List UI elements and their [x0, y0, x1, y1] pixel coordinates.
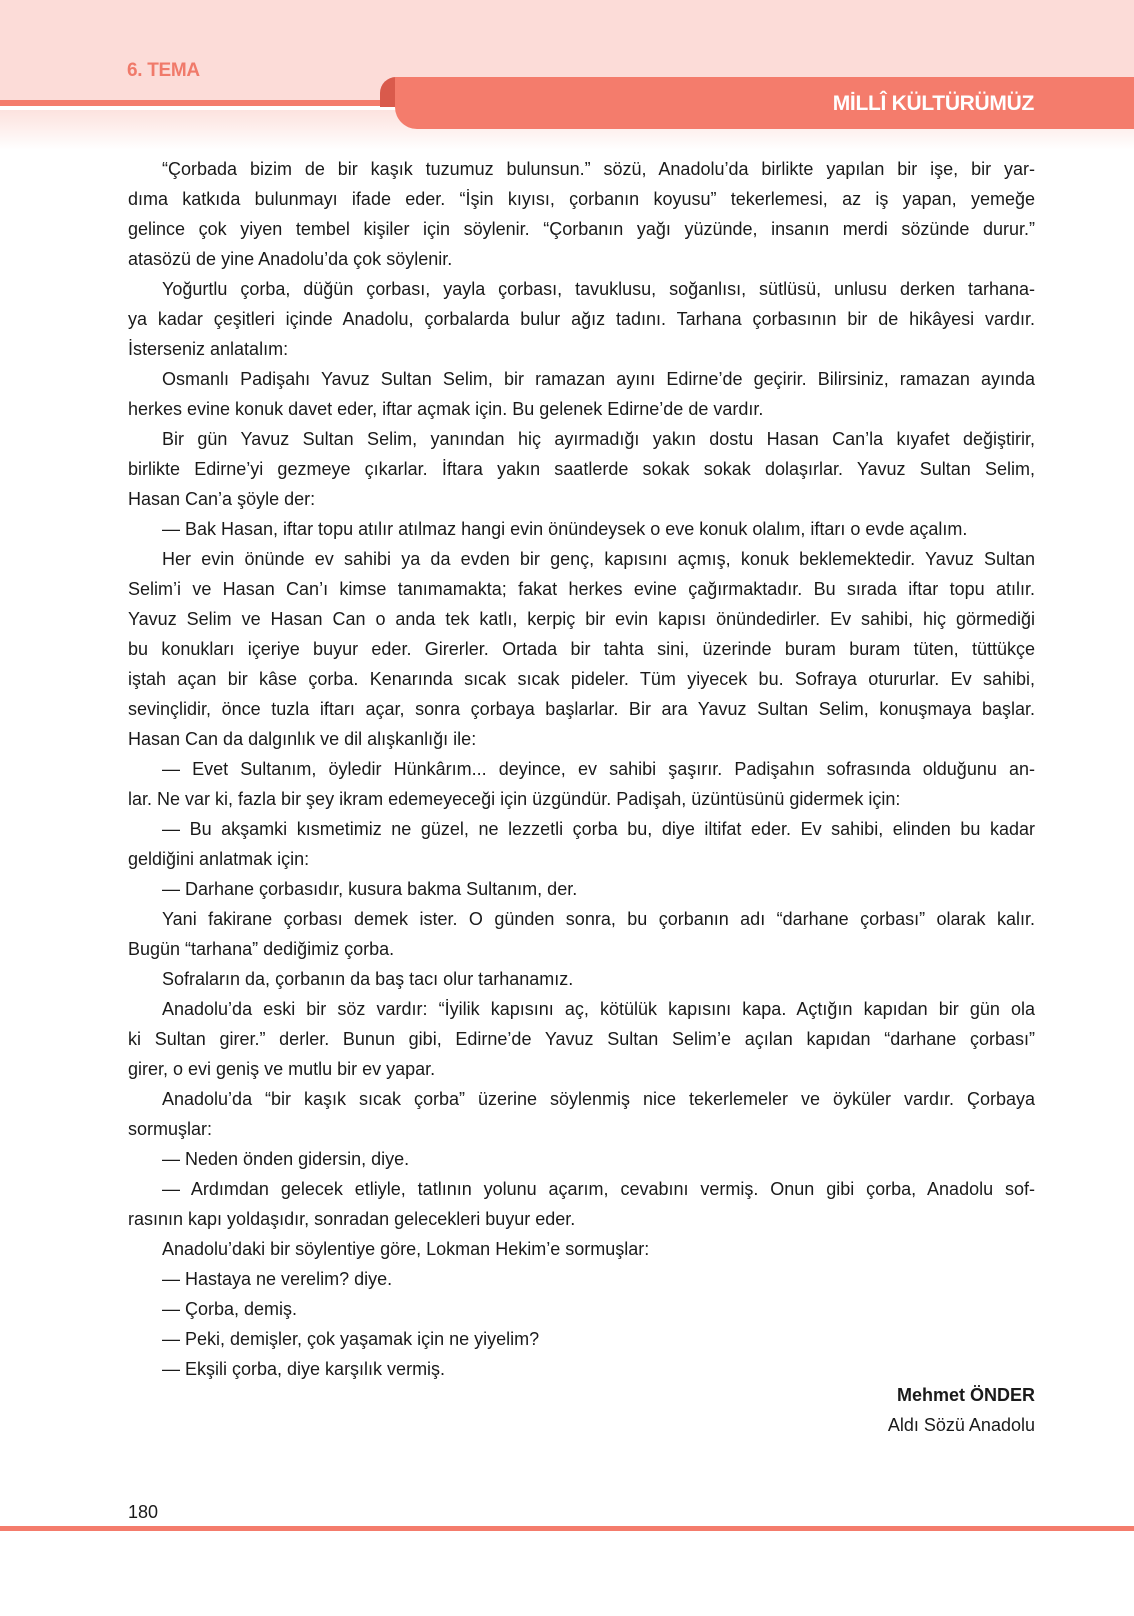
text-line: — Hastaya ne verelim? diye.	[162, 1269, 393, 1289]
paragraph	[128, 904, 1035, 964]
paragraph	[128, 274, 1035, 364]
text-line: ki Sultan girer.” derler. Bunun gibi, Edirne’de Yavuz Sultan Selim’e açılan kapıdan “darhane çorbası”	[128, 1029, 1035, 1049]
footer-rule	[0, 1526, 1134, 1531]
text-line: İsterseniz anlatalım:	[128, 339, 289, 359]
text-line: — Peki, demişler, çok yaşamak için ne yiyelim?	[162, 1329, 540, 1349]
text-line: Her evin önünde ev sahibi ya da evden bir genç, kapısını açmış, konuk beklemektedir. Yavuz Sultan	[162, 549, 1035, 569]
text-line: Anadolu’da “bir kaşık sıcak çorba” üzerine söylenmiş nice tekerlemeler ve öyküler vardır. Çorbaya	[162, 1089, 1035, 1109]
text-line: Bugün “tarhana” dediğimiz çorba.	[128, 939, 395, 959]
text-line: Hasan Can’a şöyle der:	[128, 489, 316, 509]
text-line: — Darhane çorbasıdır, kusura bakma Sultanım, der.	[162, 879, 578, 899]
text-line: sevinçlidir, önce tuzla iftarı açar, sonra çorbaya başlarlar. Bir ara Yavuz Sultan Selim, konuşmaya başlar.	[128, 699, 1035, 719]
paragraph	[128, 544, 1035, 754]
text-line: gelince çok yiyen tembel kişiler için söylenir. “Çorbanın yağı yüzünde, insanın merdi sözünde durur.”	[128, 219, 1035, 239]
text-line: — Evet Sultanım, öyledir Hünkârım... deyince, ev sahibi şaşırır. Padişahın sofrasında olduğunu an-	[162, 759, 1035, 779]
paragraph	[128, 1294, 1035, 1324]
paragraph	[128, 754, 1035, 814]
text-line: Yani fakirane çorbası demek ister. O günden sonra, bu çorbanın adı “darhane çorbası” olarak kalır.	[162, 909, 1035, 929]
text-line: rasının kapı yoldaşıdır, sonradan gelecekleri buyur eder.	[128, 1209, 576, 1229]
paragraph	[128, 994, 1035, 1084]
text-line: sormuşlar:	[128, 1119, 213, 1139]
text-line: Hasan Can da dalgınlık ve dil alışkanlığı ile:	[128, 729, 477, 749]
text-line: bu konukları içeriye buyur eder. Girerler. Ortada bir tahta sini, üzerinde buram buram tüten, tüttükçe	[128, 639, 1035, 659]
text-line: — Çorba, demiş.	[162, 1299, 298, 1319]
text-line: Anadolu’da eski bir söz vardır: “İyilik kapısını aç, kötülük kapısını kapa. Açtığın kapıdan bir gün ola	[162, 999, 1035, 1019]
text-line: Yavuz Selim ve Hasan Can o anda tek katlı, kerpiç bir evin kapısı önündedirler. Ev sahibi, hiç görmediği	[128, 609, 1035, 629]
paragraph	[128, 154, 1035, 274]
text-line: dıma katkıda bulunmayı ifade eder. “İşin kıyısı, çorbanın koyusu” tekerlemesi, az iş yapan, yemeğe	[128, 189, 1035, 209]
paragraph	[128, 1174, 1035, 1234]
paragraph	[128, 814, 1035, 874]
text-line: — Ekşili çorba, diye karşılık vermiş.	[162, 1359, 446, 1379]
text-line: geldiğini anlatmak için:	[128, 849, 310, 869]
paragraph	[128, 514, 1035, 544]
paragraph	[128, 1324, 1035, 1354]
author-name: Mehmet ÖNDER	[896, 1385, 1035, 1405]
header-rule-gap	[0, 106, 420, 110]
paragraph	[128, 1264, 1035, 1294]
text-line: Sofraların da, çorbanın da baş tacı olur tarhanamız.	[162, 969, 574, 989]
text-line: — Neden önden gidersin, diye.	[162, 1149, 410, 1169]
text-line: iştah açan bir kâse çorba. Kenarında sıcak sıcak pideler. Tüm yiyecek bu. Sofraya otururlar. Ev sahibi,	[128, 669, 1035, 689]
text-line: herkes evine konuk davet eder, iftar açmak için. Bu gelenek Edirne’de de vardır.	[128, 399, 764, 419]
article-body	[128, 154, 1035, 1384]
theme-label: 6. TEMA	[127, 60, 200, 81]
text-line: atasözü de yine Anadolu’da çok söylenir.	[128, 249, 453, 269]
text-line: birlikte Edirne’yi gezmeye çıkarlar. İftara yakın saatlerde sokak sokak dolaşırlar. Yavuz Sultan Selim,	[128, 459, 1035, 479]
text-line: Anadolu’daki bir söylentiye göre, Lokman Hekim’e sormuşlar:	[162, 1239, 650, 1259]
text-line: — Bu akşamki kısmetimiz ne güzel, ne lezzetli çorba bu, diye iltifat eder. Ev sahibi, elinden bu kadar	[162, 819, 1035, 839]
text-line: ya kadar çeşitleri içinde Anadolu, çorbalarda bulur ağız tadını. Tarhana çorbasının bir de hikâyesi vardır.	[128, 309, 1035, 329]
text-line: Bir gün Yavuz Sultan Selim, yanından hiç ayırmadığı yakın dostu Hasan Can’la kıyafet değiştirir,	[162, 429, 1035, 449]
text-line: Selim’i ve Hasan Can’ı kimse tanımamakta; fakat herkes evine çağırmaktadır. Bu sırada iftar topu atılır.	[128, 579, 1035, 599]
source-title: Aldı Sözü Anadolu	[887, 1415, 1035, 1435]
text-line: Yoğurtlu çorba, düğün çorbası, yayla çorbası, tavuklusu, soğanlısı, sütlüsü, unlusu derken tarhana-	[162, 279, 1035, 299]
text-line: — Ardımdan gelecek etliyle, tatlının yolunu açarım, cevabını vermiş. Onun gibi çorba, Anadolu sof-	[162, 1179, 1035, 1199]
paragraph	[128, 1234, 1035, 1264]
paragraph	[128, 424, 1035, 514]
paragraph	[128, 1084, 1035, 1144]
page-number: 180	[128, 1502, 159, 1522]
text-line: “Çorbada bizim de bir kaşık tuzumuz bulunsun.” sözü, Anadolu’da birlikte yapılan bir işe, bir yar-	[162, 159, 1035, 179]
text-line: lar. Ne var ki, fazla bir şey ikram edemeyeceği için üzgündür. Padişah, üzüntüsünü gidermek için:	[128, 789, 901, 809]
paragraph	[128, 874, 1035, 904]
text-line: girer, o evi geniş ve mutlu bir ev yapar.	[128, 1059, 436, 1079]
paragraph	[128, 964, 1035, 994]
section-title: MİLLÎ KÜLTÜRÜMÜZ	[832, 92, 1034, 115]
text-line: — Bak Hasan, iftar topu atılır atılmaz hangi evin önündeysek o eve konuk olalım, iftarı o evde açalım.	[162, 519, 968, 539]
paragraph	[128, 1354, 1035, 1384]
paragraph	[128, 1144, 1035, 1174]
paragraph	[128, 364, 1035, 424]
text-line: Osmanlı Padişahı Yavuz Sultan Selim, bir ramazan ayını Edirne’de geçirir. Bilirsiniz, ramazan ayında	[162, 369, 1035, 389]
